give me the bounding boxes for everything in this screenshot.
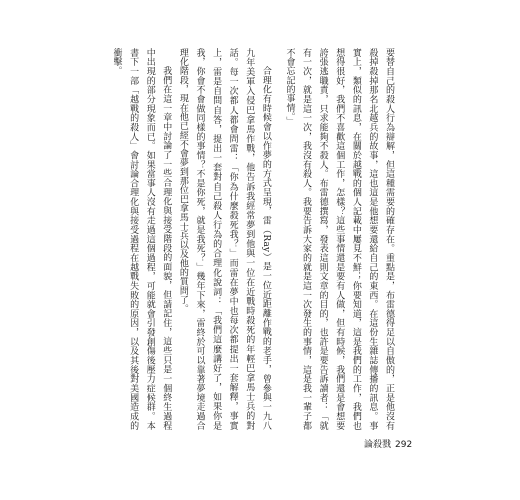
running-title: 論殺戮 <box>364 440 392 450</box>
paragraph-2: 合理化有時候會以作夢的方式呈現，雷（Ray）是一位近距離作戰的老手，曾參與一九八九年美軍入侵巴拿馬作戰，他告訴我經常夢到他與一位在近戰時殺死的年輕巴拿馬士兵的對話。每一次都人都會問雷：「你為什麼殺死我？」而雷在夢中也每次都提出一套解釋，事實上，雷是自問自答，提出一套對自己殺人行為的合理化說詞：「我們這麼講好了，如果你是我，你會不會做同樣的事情？不是你死，就是我死？」幾年下來，雷終於可以靠著夢境走過合理化階段，現在他已經不會夢到那位巴拿馬士兵以及他的質問了。 <box>177 48 271 430</box>
paragraph-1: 要替自己的殺人行為辯解，但這種需要的確存在。重點是，布雷德得足以自傲的，正是他沒有殺掉殺掉那名北越兵的故事，這也這是他想要還給自己的東西。在這份生雜誌傳播的訊息。事實上，類似的訊息，在關於越戰的個人記載中屢見不鮮；你要知道，這是我們的工作，我們也想得很好，我們不喜歡這個工作，怎樣？這些事情還是要有人做，但有時候，我們還是會想要誇張逃職責，只求能夠不殺人。布雷德撰寫，發表這則文章的目的，也許是要告訴讀者：「就有一次，就是這一次，我沒有殺人。我要告訴大家的就是這一次發生的事情，這是我一輩子都不會忘記的事情。」 <box>284 48 394 430</box>
page-number: 292 <box>395 440 413 450</box>
page-footer <box>360 437 412 450</box>
vertical-text-body <box>111 48 404 430</box>
paragraph-3: 我們在這一章中討論了一些合理化與接受階段的面貌，但請記住，這些只是一個終生過程中出現的部分現象而已。如果當事人沒有走過這個過程，可能就會引發創傷後壓力症候群。本書下一部「越戰的殺人」會討論合理化與接受過程在越戰失敗的原因，以及其後對美國造成的衝擊。 <box>111 48 172 430</box>
